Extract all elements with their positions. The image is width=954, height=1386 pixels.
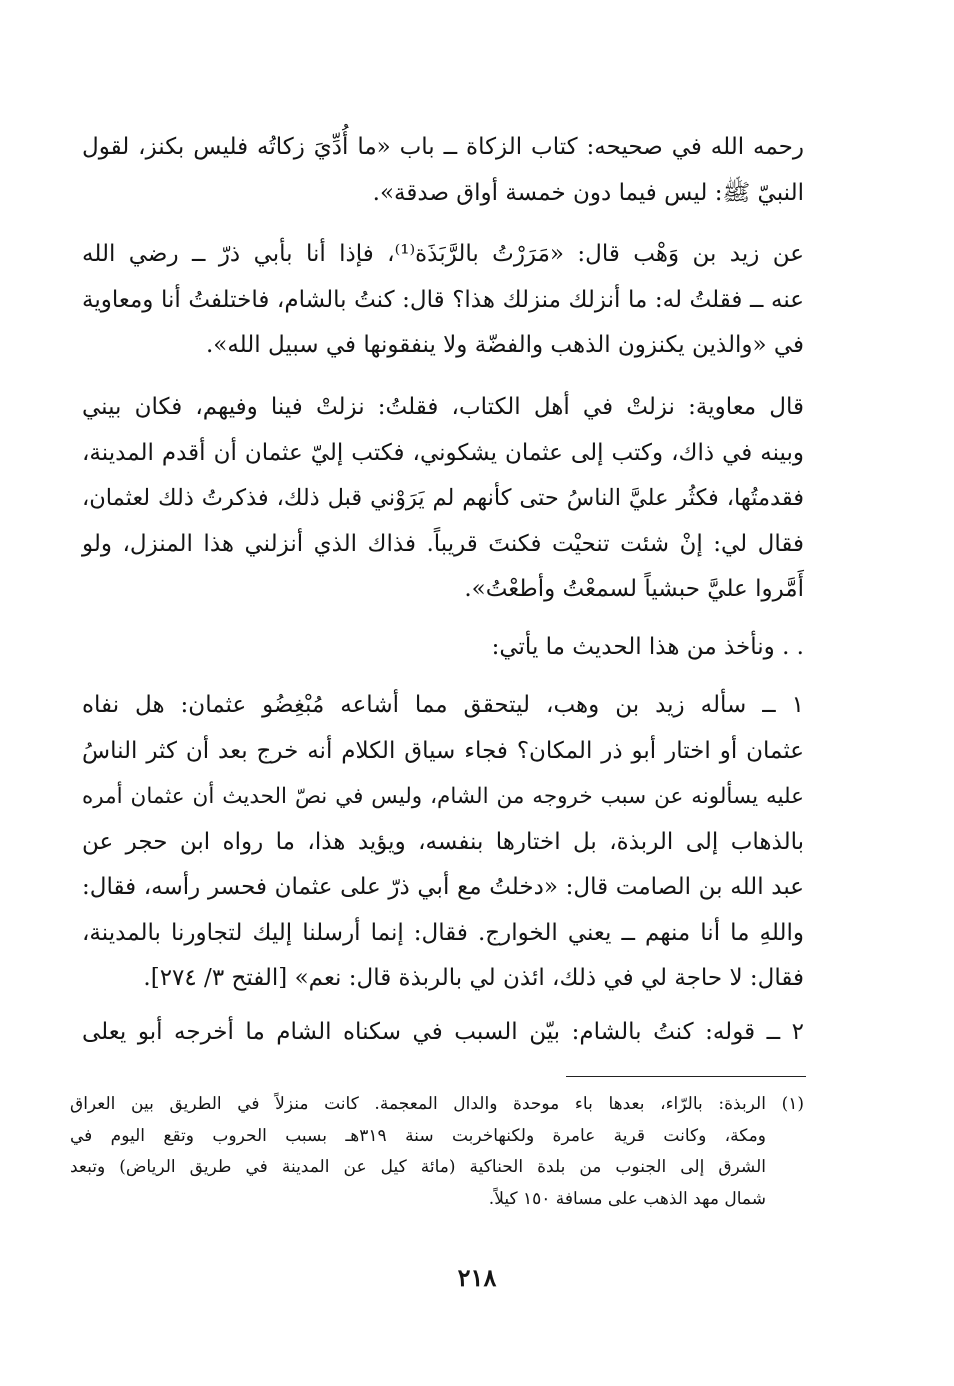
text-line: بالذهاب إلى الربذة، بل اختارها بنفسه، ويؤيد هذا، ما رواه ابن حجر عن	[82, 828, 804, 855]
paragraph-lessons-intro	[82, 625, 804, 671]
text-line: عبد الله بن الصامت قال: «دخلتُ مع أبي ذرّ على عثمان فحسر رأسه، فقال:	[82, 874, 804, 900]
text-line: عنه ــ فقلتُ له: ما أنزلك منزلك هذا؟ قال: كنتُ بالشام، فاختلفتُ أنا ومعاوية	[82, 286, 804, 313]
text-line: فقال لي: إنْ شئت تنحيْت فكنتَ قريباً. فذاك الذي أنزلني هذا المنزل، ولو	[82, 530, 804, 557]
text-line: عثمان أو اختار أبو ذر المكان؟ فجاء سياق الكلام أنه خرج بعد أن كثر الناسُ	[82, 737, 804, 764]
text-line: النبيّ ﷺ: ليس فيما دون خمسة أواق صدقة».	[372, 179, 804, 206]
text-line: . . ونأخذ من هذا الحديث ما يأتي:	[491, 634, 804, 660]
paragraph-hadith-zayd-ibn-wahb	[82, 232, 804, 369]
footnote-line: الشرق إلى الجنوب من بلدة الحناكية (مائة كيل عن المدينة في طريق الرياض) وتبعد	[70, 1157, 766, 1177]
footnote-line: (١) الربذة: بالرّاء، بعدها باء موحدة والدال المعجمة. كانت منزلاً في الطريق بين العراق	[70, 1094, 804, 1114]
text-line: عن زيد بن وَهْب قال: «مَرَرْتُ بالرَّبَذَة⁽¹⁾، فإذا أنا بأبي ذرّ ــ رضي الله	[82, 241, 804, 267]
text-line: ١ ــ سأله زيد بن وهب، ليتحقق مما أشاعه مُبْغِضُو عثمان: هل نفاه	[82, 692, 804, 718]
text-line: ٢ ــ قوله: كنتُ بالشام: بيّن السبب في سكناه الشام ما أخرجه أبو يعلى	[82, 1019, 804, 1045]
footnote-line: شمال مهد الذهب على مسافة ١٥٠ كيلاً.	[488, 1188, 766, 1209]
footnote	[70, 1089, 804, 1215]
page-number: ٢١٨	[457, 1263, 497, 1292]
text-line: واللهِ ما أنا منهم ــ يعني الخوارج. فقال: إنما أرسلنا إليك لتجاورنا بالمدينة،	[82, 919, 804, 946]
paragraph-muawiya-dispute	[82, 385, 804, 613]
text-line: في «والذين يكنزون الذهب والفضّة ولا ينفقونها في سبيل الله».	[205, 332, 804, 358]
text-line: فقال: لا حاجة لي في ذلك، ائذن لي بالربذة قال: نعم» [الفتح ٣/ ٢٧٤].	[143, 965, 804, 991]
footnote-line: ومكة، وكانت قرية عامرة ولكنهاخربت سنة ٣١٩هـ بسبب الحروب وتقع اليوم في	[70, 1125, 766, 1146]
text-line: أَمَّروا عليَّ حبشياً لسمعْتُ وأطعْتُ».	[464, 576, 804, 602]
text-line: فقدمتُها، فكثُر عليَّ الناسُ حتى كأنهم لم يَرَوْني قبل ذلك، فذكرتُ ذلك لعثمان،	[82, 485, 804, 511]
paragraph-point-two	[82, 1010, 804, 1056]
text-line: رحمه الله في صحيحه: كتاب الزكاة ــ باب «ما أُدِّيَ زكاتُه فليس بكنز، لقول	[82, 134, 804, 160]
footnote-separator	[566, 1076, 806, 1077]
text-line: قال معاوية: نزلتْ في أهل الكتاب، فقلتُ: نزلتْ فينا وفيهم، فكان بيني	[82, 394, 804, 420]
text-line: وبينه في ذاك، وكتب إلى عثمان يشكوني، فكتب إليّ عثمان أن أقدم المدينة،	[82, 439, 804, 466]
text-line: عليه يسألونه عن سبب خروجه من الشام، وليس في نصّ الحديث أن عثمان أمره	[82, 784, 804, 809]
paragraph-point-one	[82, 683, 804, 1002]
paragraph-sahih-bukhari-reference	[82, 125, 804, 216]
